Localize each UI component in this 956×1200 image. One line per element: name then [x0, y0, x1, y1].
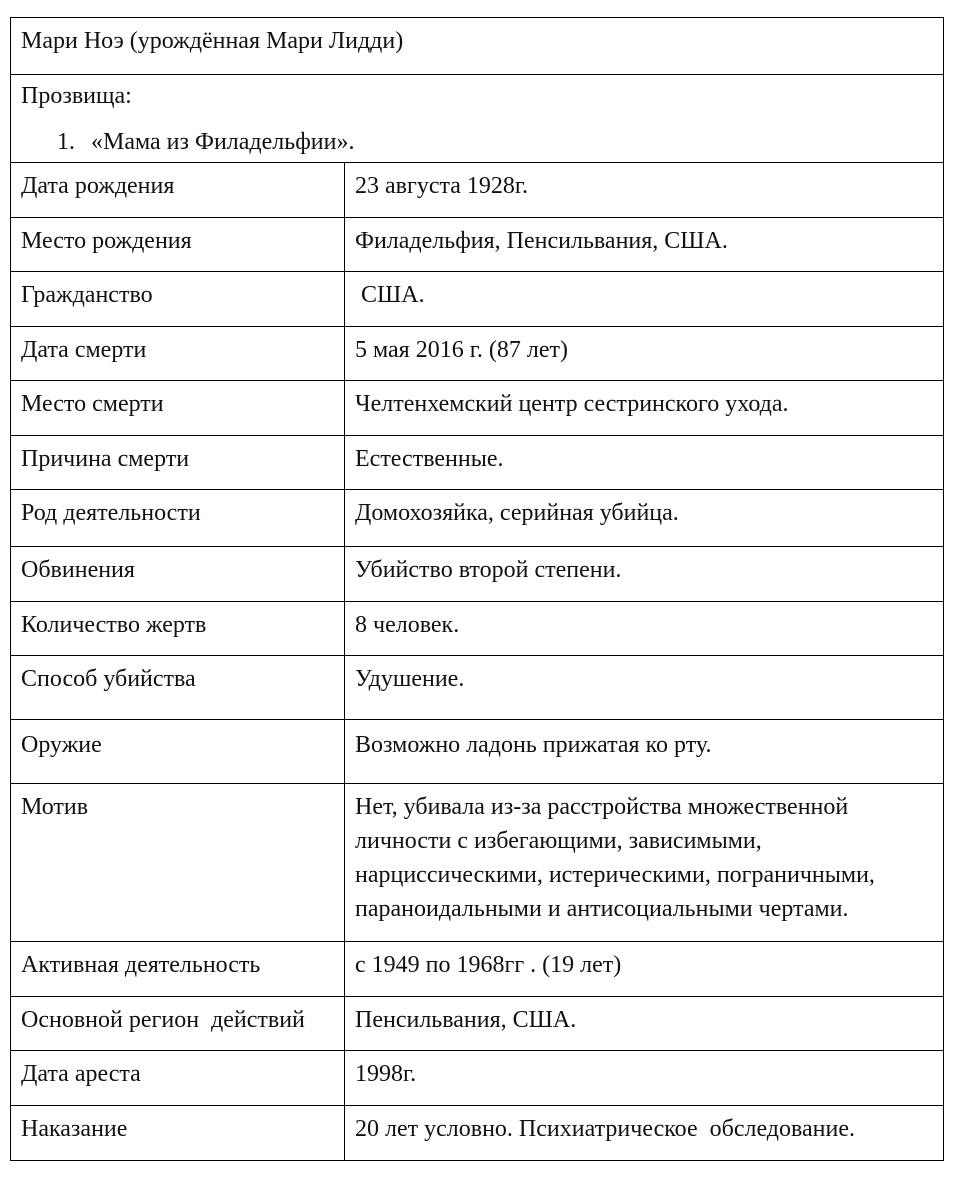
row-label: Дата ареста	[11, 1051, 345, 1105]
table-row	[10, 271, 944, 326]
row-label: Гражданство	[11, 272, 345, 326]
row-label: Дата рождения	[11, 163, 345, 217]
row-value: Челтенхемский центр сестринского ухода.	[355, 391, 789, 417]
table-row	[10, 996, 944, 1050]
row-label: Количество жертв	[11, 602, 345, 655]
row-value: 20 лет условно. Психиатрическое обследование.	[355, 1116, 856, 1142]
table-row	[10, 217, 944, 271]
table-row	[10, 546, 944, 601]
profile-table	[10, 17, 944, 1161]
table-row	[10, 380, 944, 435]
nicknames-row	[10, 74, 944, 162]
row-value: Удушение.	[355, 666, 465, 692]
table-row	[10, 719, 944, 783]
table-row	[10, 435, 944, 489]
row-label: Обвинения	[11, 547, 345, 601]
row-value: Домохозяйка, серийная убийца.	[355, 500, 679, 526]
row-value: с 1949 по 1968гг . (19 лет)	[355, 952, 622, 978]
table-row	[10, 326, 944, 380]
row-label: Способ убийства	[11, 656, 345, 719]
row-value: 1998г.	[355, 1061, 417, 1087]
row-value: 5 мая 2016 г. (87 лет)	[355, 337, 568, 363]
nicknames-label: Прозвища:	[21, 83, 132, 109]
person-name: Мари Ноэ (урождённая Мари Лидди)	[21, 28, 404, 54]
row-label: Наказание	[11, 1106, 345, 1160]
name-row	[10, 17, 944, 74]
row-label: Место смерти	[11, 381, 345, 435]
row-label: Род деятельности	[11, 490, 345, 546]
row-value: США.	[355, 282, 425, 308]
row-label: Оружие	[11, 720, 345, 783]
list-item	[57, 125, 933, 159]
row-value: 8 человек.	[355, 612, 460, 638]
row-label: Дата смерти	[11, 327, 345, 380]
row-value: Пенсильвания, США.	[355, 1007, 577, 1033]
nicknames-list	[21, 125, 933, 159]
row-value: Нет, убивала из-за расстройства множественной личности с избегающими, зависимыми, нарциссическими, истерическими, пограничными, параноидальными и антисоциальными чертами.	[355, 794, 875, 922]
table-row	[10, 1050, 944, 1105]
table-row	[10, 783, 944, 941]
row-label: Мотив	[11, 784, 345, 941]
row-value: Убийство второй степени.	[355, 557, 622, 583]
list-item-number: 1.	[57, 129, 75, 155]
table-row	[10, 655, 944, 719]
row-label: Причина смерти	[11, 436, 345, 489]
table-row	[10, 601, 944, 655]
row-label: Основной регион действий	[11, 997, 345, 1050]
list-item-text: «Мама из Филадельфии».	[91, 129, 355, 155]
table-row	[10, 489, 944, 546]
table-row	[10, 162, 944, 217]
row-value: 23 августа 1928г.	[355, 173, 529, 199]
row-value: Естественные.	[355, 446, 504, 472]
table-row	[10, 941, 944, 996]
table-row	[10, 1105, 944, 1161]
row-label: Место рождения	[11, 218, 345, 271]
row-label: Активная деятельность	[11, 942, 345, 996]
nicknames-cell	[11, 75, 943, 162]
row-value: Возможно ладонь прижатая ко рту.	[355, 732, 712, 758]
row-value: Филадельфия, Пенсильвания, США.	[355, 228, 728, 254]
